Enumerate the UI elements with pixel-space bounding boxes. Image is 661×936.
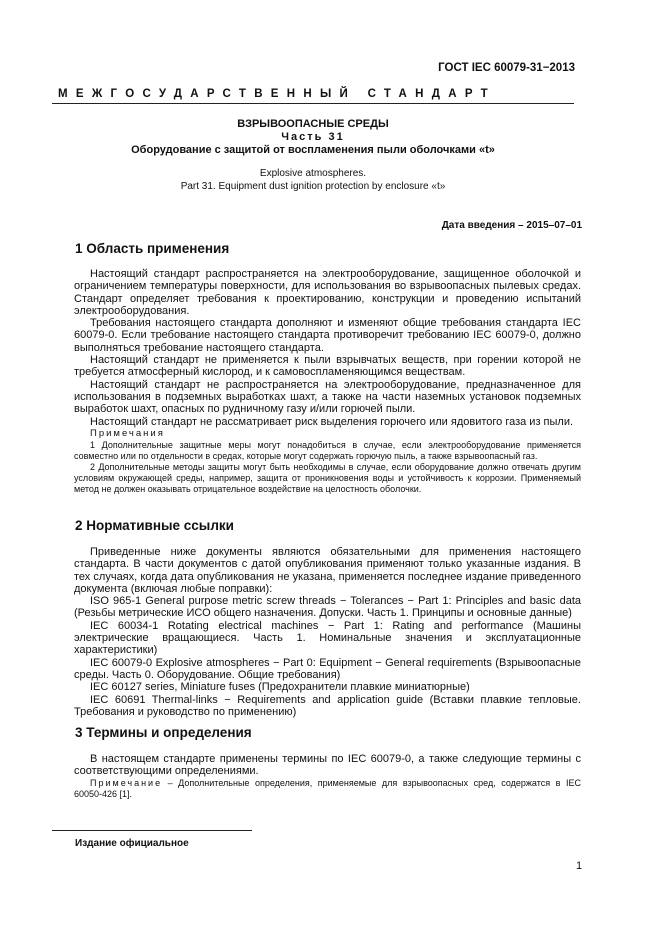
section2-intro: Приведенные ниже документы являются обязательными для применения настоящего стандарта. В части документов с датой опубликования применяют только указанные издания. В тех случаях, когда дата опубликования не указана, применяется последнее издание приведенного документа (включая любые поправки): [74,546,581,595]
reference-item: ISO 965-1 General purpose metric screw threads − Tolerances − Part 1: Principles and basic data (Резьбы метрические ИСО общего назначения. Допуски. Часть 1. Принципы и основные данные) [74,595,581,620]
reference-item: IEC 60691 Thermal-links − Requirements and application guide (Вставки плавкие тепловые. Требования и руководство по применению) [74,693,581,718]
title-ru [52,118,574,157]
section3-heading: 3 Термины и определения [75,725,252,740]
section1-heading: 1 Область применения [75,241,230,256]
section3-body [74,753,581,800]
section1-para: Требования настоящего стандарта дополняют и изменяют общие требования стандарта IEC 60079-0. Если требование настоящего стандарта противоречит требованию IEC 60079-0, должно выполняться требование настоящего стандарта. [74,317,581,354]
interstate-standard-banner: МЕЖГОСУДАРСТВЕННЫЙ СТАНДАРТ [58,88,496,100]
section1-para: Настоящий стандарт не рассматривает риск выделения горючего или ядовитого газа из пыли. [90,415,574,428]
notes [74,440,581,495]
title-en-line-2: Part 31. Equipment dust ignition protection by enclosure «t» [180,180,446,192]
official-edition: Издание официальное [75,838,189,849]
page-number: 1 [576,860,583,872]
note-item: 2 Дополнительные методы защиты могут быть необходимы в случае, если оборудование должно отвечать другим условиям окружающей среды, например, защита от проникновения воды и устойчивость к коррозии. Применяемый метод не должен оказывать отрицательное воздействие на целостность оболочки. [74,462,581,495]
section3-note-text: – Дополнительные определения, применяемые для взрывоопасных сред, содержатся в IEC 60050-426 [1]. [74,777,581,799]
footer-rule [52,830,252,831]
notes-label: Примечания [90,427,165,439]
section3-note-label: Примечание [90,777,163,788]
section1-body [74,268,581,495]
note-item: 1 Дополнительные защитные меры могут понадобиться в случае, если электрооборудование применяется совместно или по отдельности в средах, которые могут содержать горючую пыль, а также взрывоопасный газ. [74,440,581,462]
title-en-line-1: Explosive atmospheres. [259,168,367,179]
title-en [52,168,574,193]
reference-item: IEC 60079-0 Explosive atmospheres − Part 0: Equipment − General requirements (Взрывоопасные среды. Часть 0. Оборудование. Общие требования) [74,656,581,681]
standard-code: ГОСТ IEC 60079-31−2013 [438,62,575,74]
section1-para: Настоящий стандарт распространяется на электрооборудование, защищенное оболочкой и ограничением температуры поверхности, для использования во взрывоопасных пылевых средах. Стандарт определяет требования к проектированию, конструкции и проведению испытаний электрооборудования. [74,268,581,317]
section3-note [74,778,581,800]
title-line-3: Оборудование с защитой от воспламенения пыли оболочками «t» [131,144,495,156]
section1-para: Настоящий стандарт не распространяется на электрооборудование, предназначенное для использования в подземных выработках шахт, а также на части наземных установок подземных выработок шахт, опасных по рудничному газу и/или горючей пыли. [74,378,581,416]
banner-underline [52,103,574,104]
section1-para: Настоящий стандарт не применяется к пыли взрывчатых веществ, при горении которой не требуется атмосферный кислород, и к самовоспламеняющимся веществам. [74,354,581,379]
section3-intro: В настоящем стандарте применены термины по IEC 60079-0, а также следующие термины с соответствующими определениями. [74,753,581,778]
reference-item: IEC 60127 series, Miniature fuses (Предохранители плавкие миниатюрные) [90,681,470,694]
section2-body [74,546,581,718]
section2-heading: 2 Нормативные ссылки [75,518,234,533]
title-part: Часть 31 [281,131,345,143]
reference-item: IEC 60034-1 Rotating electrical machines − Part 1: Rating and performance (Машины электрические вращающиеся. Часть 1. Номинальные значения и эксплуатационные характеристики) [74,619,581,657]
intro-date: Дата введения – 2015–07–01 [441,220,582,231]
title-line-1: ВЗРЫВООПАСНЫЕ СРЕДЫ [237,118,389,130]
